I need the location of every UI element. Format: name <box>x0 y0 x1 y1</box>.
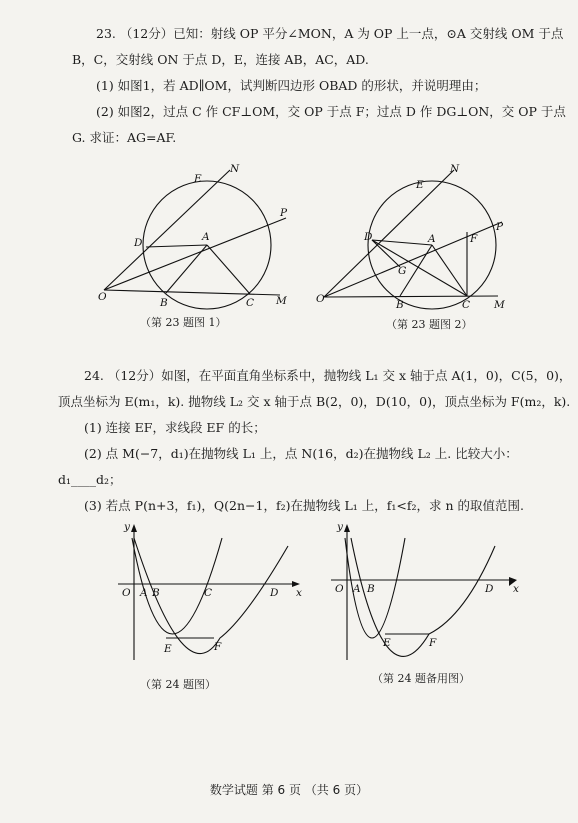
fig2-label-B: B <box>396 299 404 310</box>
q23-stem-line1: 23. （12分）已知：射线 OP 平分∠MON，A 为 OP 上一点，⊙A 交射线 OM 于点 <box>96 26 564 41</box>
fig24-label-x: x <box>296 587 302 599</box>
fig1-label-E: E <box>194 173 202 185</box>
q24-stem-line2: 顶点坐标为 E(m₁，k). 抛物线 L₂ 交 x 轴于点 B(2，0)，D(10，0)，顶点坐标为 F(m₂，k). <box>58 394 571 409</box>
q24-part2-line1: (2) 点 M(−7，d₁)在抛物线 L₁ 上，点 N(16，d₂)在抛物线 L₂ 上. 比较大小： <box>84 446 518 461</box>
q24-fig-caption: （第 24 题图） <box>140 678 216 691</box>
fig2-label-O: O <box>316 293 325 305</box>
q24-part2-line2: d₁____d₂； <box>58 472 122 487</box>
q23-fig1-caption: （第 23 题图 1） <box>140 316 227 329</box>
fig24b-label-F: F <box>429 637 437 649</box>
q24-part3: (3) 若点 P(n+3，f₁)，Q(2n−1，f₂)在抛物线 L₁ 上，f₁<f₂，求 n 的取值范围. <box>84 498 524 513</box>
fig2-label-F: F <box>470 233 478 245</box>
fig24-label-E: E <box>164 643 172 655</box>
q24-backup-figure <box>325 518 525 666</box>
fig24-label-C: C <box>204 587 213 599</box>
q23-part2-line2: G. 求证：AG=AF. <box>72 130 177 145</box>
fig1-label-M: M <box>276 295 287 307</box>
fig1-label-P: P <box>280 207 288 219</box>
fig24-label-y: y <box>124 521 130 533</box>
fig1-label-A: A <box>202 231 210 243</box>
fig24b-label-x: x <box>513 583 519 595</box>
q24-stem-line1: 24. （12分）如图，在平面直角坐标系中，抛物线 L₁ 交 x 轴于点 A(1，0)，C(5，0)， <box>84 368 572 383</box>
fig2-label-N: N <box>450 163 460 175</box>
fig24b-label-A: A <box>353 583 361 595</box>
q23-figure-2 <box>312 160 532 310</box>
fig2-label-E: E <box>416 179 424 191</box>
fig24b-label-O: O <box>335 583 344 595</box>
q24-backup-fig-caption: （第 24 题备用图） <box>372 672 470 685</box>
fig1-label-O: O <box>98 291 107 303</box>
q23-stem-line2: B，C，交射线 ON 于点 D，E，连接 AB，AC，AD. <box>72 52 369 67</box>
q23-figure-1 <box>90 160 310 310</box>
fig24-label-F: F <box>214 641 222 653</box>
fig24-label-O: O <box>122 587 131 599</box>
fig24-label-A: A <box>140 587 148 599</box>
fig1-label-B: B <box>160 297 168 309</box>
q23-part1: (1) 如图1，若 AD∥OM，试判断四边形 OBAD 的形状，并说明理由； <box>96 78 487 93</box>
q23-part2-line1: (2) 如图2，过点 C 作 CF⊥OM，交 OP 于点 F；过点 D 作 DG⊥ON，交 OP 于点 <box>96 104 566 119</box>
fig2-label-A: A <box>428 233 436 245</box>
fig1-label-D: D <box>134 237 143 249</box>
fig1-label-C: C <box>246 297 255 309</box>
page-footer: 数学试题 第 6 页 （共 6 页） <box>209 783 369 797</box>
fig24b-label-B: B <box>367 583 375 595</box>
fig24-label-B: B <box>152 587 160 599</box>
fig2-label-P: P <box>496 221 504 233</box>
fig24-label-D: D <box>270 587 279 599</box>
q24-figure <box>110 518 310 666</box>
fig2-label-G: G <box>398 265 407 277</box>
q23-fig2-caption: （第 23 题图 2） <box>386 318 473 331</box>
q24-part1: (1) 连接 EF，求线段 EF 的长； <box>84 420 266 435</box>
fig24b-label-E: E <box>383 637 391 649</box>
fig1-label-N: N <box>230 163 240 175</box>
fig24b-label-D: D <box>485 583 494 595</box>
fig2-label-C: C <box>462 299 471 310</box>
fig24b-label-y: y <box>337 521 343 533</box>
fig2-label-D: D <box>364 231 373 243</box>
fig2-label-M: M <box>494 299 505 310</box>
